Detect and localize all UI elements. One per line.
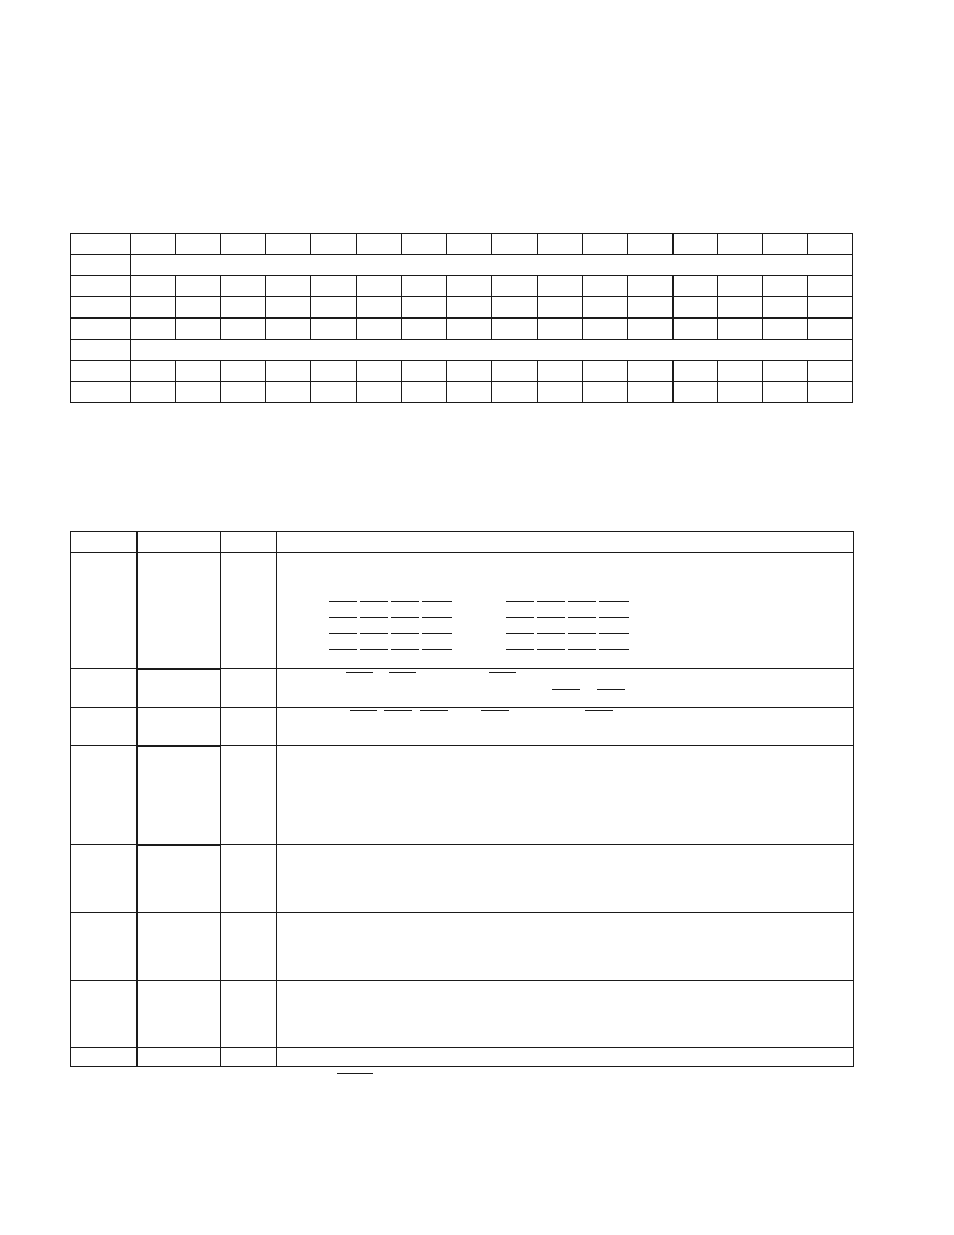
overline-mark xyxy=(481,710,509,711)
overline-mark xyxy=(422,601,452,602)
overline-mark xyxy=(599,633,629,634)
overline-mark xyxy=(329,633,357,634)
description-cell xyxy=(277,708,854,746)
overline-mark xyxy=(537,649,565,650)
signal-overline-group xyxy=(277,708,853,745)
footnote-overline-mark xyxy=(337,1073,373,1074)
reset-row xyxy=(71,297,853,319)
description-cell xyxy=(277,553,854,669)
description-cell xyxy=(277,845,854,913)
signal-overline-group xyxy=(277,669,853,707)
register-bit-table xyxy=(70,233,853,403)
bit-number-row xyxy=(71,234,853,255)
description-cell xyxy=(277,1048,854,1067)
overline-mark xyxy=(599,649,629,650)
table-row xyxy=(71,1048,854,1067)
overline-mark xyxy=(422,617,452,618)
table-row xyxy=(71,553,854,669)
header-row xyxy=(71,532,854,553)
signal-overline-group xyxy=(277,553,853,668)
overline-mark xyxy=(391,633,419,634)
overline-mark xyxy=(506,601,534,602)
overline-mark xyxy=(422,633,452,634)
overline-mark xyxy=(506,617,534,618)
overline-mark xyxy=(568,601,596,602)
table-row xyxy=(71,708,854,746)
overline-mark xyxy=(329,601,357,602)
overline-mark xyxy=(346,672,373,673)
description-cell xyxy=(277,981,854,1048)
overline-mark xyxy=(597,689,625,690)
overline-mark xyxy=(360,633,388,634)
table-row xyxy=(71,845,854,913)
table-row xyxy=(71,981,854,1048)
merged-field-cell xyxy=(131,340,853,361)
overline-mark xyxy=(329,617,357,618)
overline-mark xyxy=(360,617,388,618)
overline-mark xyxy=(391,617,419,618)
description-cell xyxy=(277,669,854,708)
row-label-cell xyxy=(71,255,131,276)
merged-field-cell xyxy=(131,255,853,276)
overline-mark xyxy=(506,633,534,634)
overline-mark xyxy=(585,710,613,711)
overline-mark xyxy=(384,710,412,711)
overline-mark xyxy=(350,710,377,711)
row-label-cell xyxy=(71,276,131,297)
header-cell xyxy=(71,532,137,553)
field-name-row xyxy=(71,340,853,361)
overline-mark xyxy=(537,633,565,634)
row-label-cell xyxy=(71,318,131,340)
description-cell xyxy=(277,913,854,981)
bit-number-row xyxy=(71,318,853,340)
overline-mark xyxy=(568,633,596,634)
overline-mark xyxy=(422,649,452,650)
overline-mark xyxy=(360,649,388,650)
overline-mark xyxy=(391,649,419,650)
access-row xyxy=(71,361,853,382)
row-label-cell xyxy=(71,340,131,361)
description-cell xyxy=(277,746,854,845)
row-label-cell xyxy=(71,234,131,255)
field-name-row xyxy=(71,255,853,276)
row-label-cell xyxy=(71,361,131,382)
overline-mark xyxy=(329,649,357,650)
overline-mark xyxy=(537,617,565,618)
row-label-cell xyxy=(71,297,131,319)
table-row xyxy=(71,669,854,708)
reset-row xyxy=(71,382,853,403)
overline-mark xyxy=(389,672,416,673)
overline-mark xyxy=(552,689,580,690)
overline-mark xyxy=(420,710,448,711)
header-cell xyxy=(137,532,221,553)
overline-mark xyxy=(489,672,516,673)
overline-mark xyxy=(568,649,596,650)
row-label-cell xyxy=(71,382,131,403)
overline-mark xyxy=(360,601,388,602)
overline-mark xyxy=(599,617,629,618)
header-cell xyxy=(221,532,277,553)
table-row xyxy=(71,913,854,981)
table-row xyxy=(71,746,854,845)
overline-mark xyxy=(537,601,565,602)
field-description-table xyxy=(70,531,854,1067)
overline-mark xyxy=(506,649,534,650)
access-row xyxy=(71,276,853,297)
overline-mark xyxy=(568,617,596,618)
header-cell xyxy=(277,532,854,553)
overline-mark xyxy=(391,601,419,602)
overline-mark xyxy=(599,601,629,602)
